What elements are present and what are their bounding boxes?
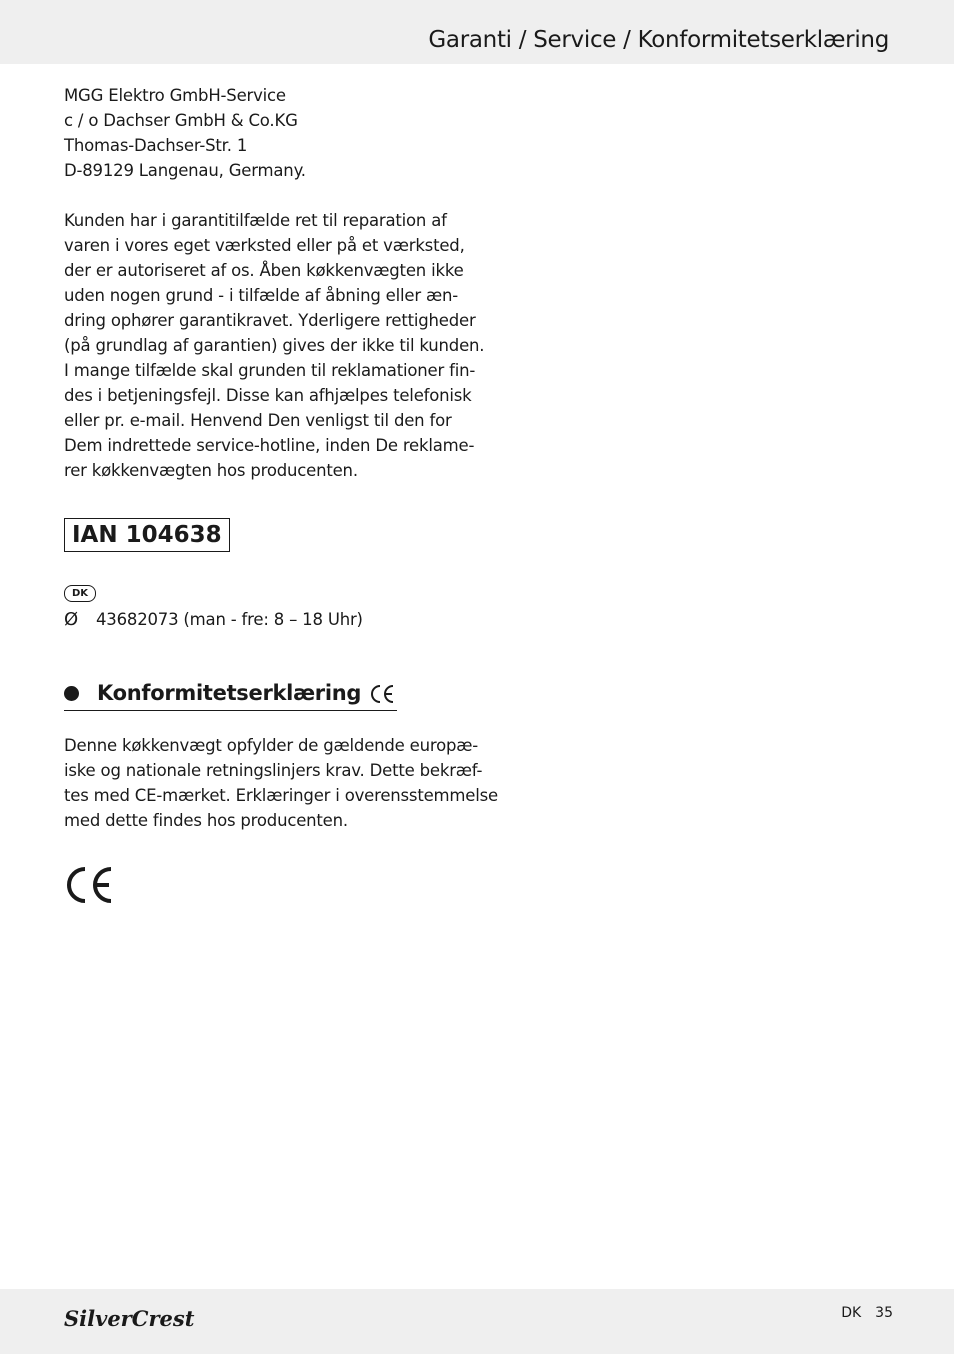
page-title: Garanti / Service / Konformitetserklæring [428,27,889,53]
text-line: Denne køkkenvægt opfylder de gældende europæ- [64,736,479,755]
text-line: Dem indrettede service-hotline, inden De reklame- [64,436,475,455]
address-line: MGG Elektro GmbH-Service [64,86,286,105]
hotline-number: 43682073 (man - fre: 8 – 18 Uhr) [96,610,363,629]
section-title: Konformitetserklæring [97,681,362,705]
address-line: D-89129 Langenau, Germany. [64,161,306,180]
text-line: Kunden har i garantitilfælde ret til reparation af [64,211,447,230]
brand-name: SilverCrest [64,1306,195,1331]
address-line: c / o Dachser GmbH & Co.KG [64,111,298,130]
silvercrest-logo [64,1306,216,1332]
conformity-paragraph [64,733,498,833]
country-badge: DK [64,585,96,602]
page-info [841,1305,893,1321]
text-line: eller pr. e-mail. Henvend Den venligst til den for [64,411,452,430]
text-line: (på grundlag af garantien) gives der ikke til kunden. [64,336,485,355]
phone-icon: Ø [64,609,78,630]
text-line: des i betjeningsfejl. Disse kan afhjælpes telefonisk [64,386,472,405]
bullet-icon [64,686,79,701]
text-line: rer køkkenvægten hos producenten. [64,461,358,480]
text-line: uden nogen grund - i tilfælde af åbning eller æn- [64,286,458,305]
text-line: I mange tilfælde skal grunden til reklamationer fin- [64,361,476,380]
address-line: Thomas-Dachser-Str. 1 [64,136,248,155]
text-line: der er autoriseret af os. Åben køkkenvægten ikke [64,261,464,280]
text-line: varen i vores eget værksted eller på et værksted, [64,236,465,255]
ce-mark-icon [369,684,395,704]
page-number: 35 [875,1305,893,1321]
service-address [64,83,464,183]
text-line: dring ophører garantikravet. Yderligere rettigheder [64,311,476,330]
text-line: tes med CE-mærket. Erklæringer i overensstemmelse [64,786,498,805]
language-code: DK [841,1305,862,1321]
text-line: iske og nationale retningslinjers krav. Dette bekræf- [64,761,483,780]
ce-mark-icon [64,866,114,904]
warranty-paragraph [64,208,485,483]
ian-number-box: IAN 104638 [64,518,230,552]
text-line: med dette findes hos producenten. [64,811,348,830]
service-hotline [64,607,363,632]
conformity-heading [64,678,397,711]
